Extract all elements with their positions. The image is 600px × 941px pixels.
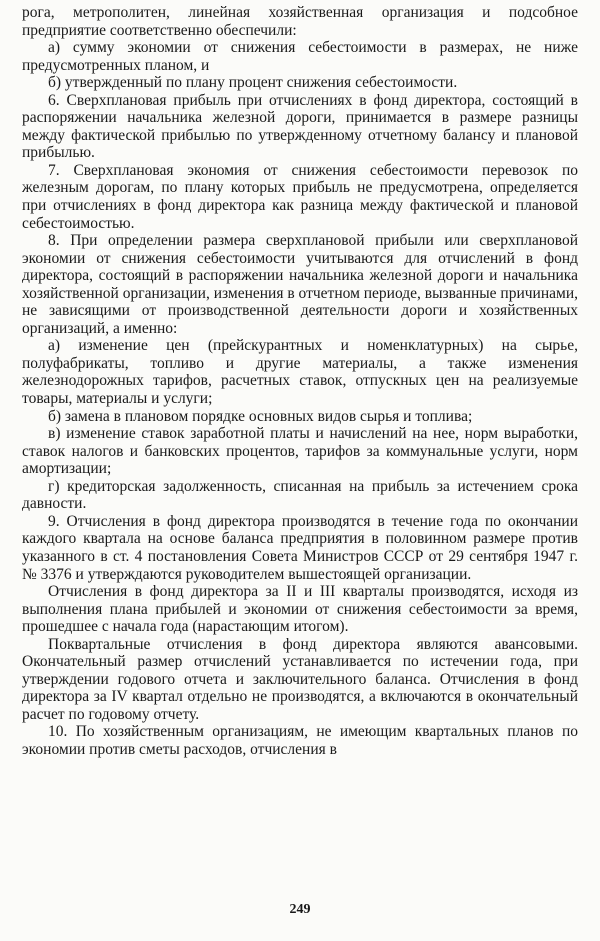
paragraph: 7. Сверхплановая экономия от снижения себестоимости перевозок по железным дорогам, по плану которых прибыль не предусмотрена, определяется при отчислениях в фонд директора как разница между фактической и плановой себестоимостью.: [22, 161, 578, 232]
paragraph: Отчисления в фонд директора за II и III кварталы производятся, исходя из выполнения плана прибылей и экономии от снижения себестоимости за время, прошедшее с начала года (нарастающим итогом).: [22, 583, 578, 636]
paragraph: 8. При определении размера сверхплановой прибыли или сверхплановой экономии от снижения себестоимости учитываются для отчислений в фонд директора, состоящий в распоряжении начальника железной дороги и начальника хозяйственной организации, изменения в отчетном периоде, вызванные причинами, не зависящими от производственной деятельности дороги и хозяйственных организаций, а именно:: [22, 232, 578, 337]
page-text: [22, 4, 578, 759]
paragraph: Поквартальные отчисления в фонд директора являются авансовыми. Окончательный размер отчислений устанавливается по истечении года, при утверждении годового отчета и заключительного баланса. Отчисления в фонд директора за IV квартал отдельно не производятся, а включаются в окончательный расчет по годовому отчету.: [22, 635, 578, 723]
paragraph: а) изменение цен (прейскурантных и номенклатурных) на сырье, полуфабрикаты, топливо и другие материалы, а также изменения железнодорожных тарифов, расчетных ставок, отпускных цен на реализуемые товары, материалы и услуги;: [22, 337, 578, 408]
paragraph: г) кредиторская задолженность, списанная на прибыль за истечением срока давности.: [22, 477, 578, 513]
paragraph: б) утвержденный по плану процент снижения себестоимости.: [48, 74, 458, 92]
paragraph: 10. По хозяйственным организациям, не имеющим квартальных планов по экономии против сметы расходов, отчисления в: [22, 723, 578, 758]
paragraph: б) замена в плановом порядке основных видов сырья и топлива;: [48, 407, 473, 425]
paragraph: 6. Сверхплановая прибыль при отчислениях в фонд директора, состоящий в распоряжении начальника железной дороги, принимается в размере разницы между фактической прибылью по утвержденному отчетному балансу и плановой прибылью.: [22, 91, 578, 162]
paragraph: 9. Отчисления в фонд директора производятся в течение года по окончании каждого квартала на основе баланса предприятия в половинном размере против указанного в ст. 4 постановления Совета Министров СССР от 29 сентября 1947 г. № 3376 и утверждаются руководителем вышестоящей организации.: [22, 512, 578, 583]
paragraph: рога, метрополитен, линейная хозяйственная организация и подсобное предприятие соответственно обеспечили:: [22, 4, 578, 39]
page-number: 249: [289, 902, 311, 917]
paragraph: в) изменение ставок заработной платы и начислений на нее, норм выработки, ставок налогов и банковских процентов, тарифов за коммунальные услуги, норм амортизации;: [22, 425, 578, 478]
paragraph: а) сумму экономии от снижения себестоимости в размерах, не ниже предусмотренных планом, и: [22, 39, 578, 74]
